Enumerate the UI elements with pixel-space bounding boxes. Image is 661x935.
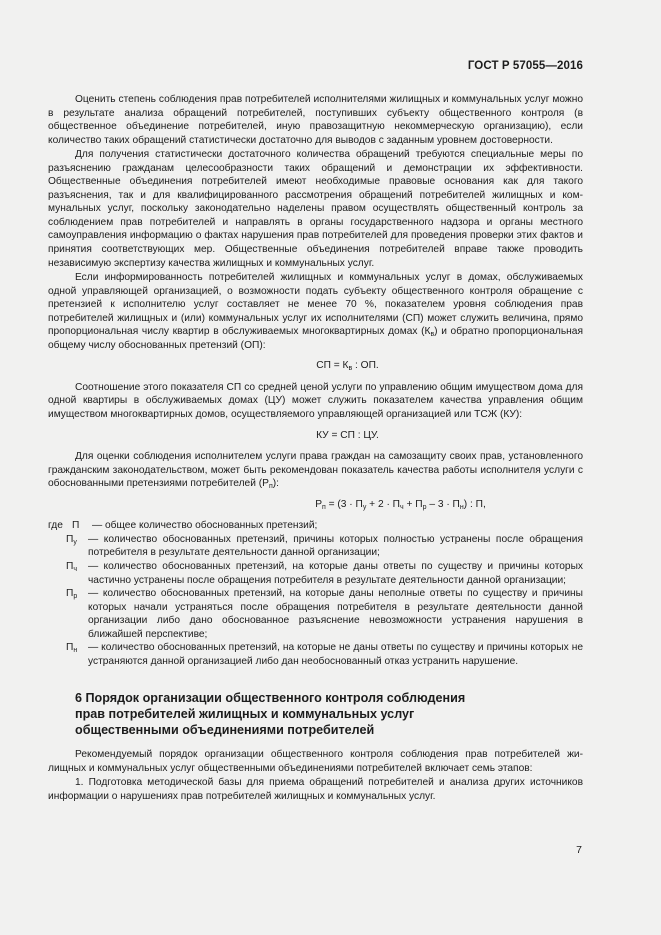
subscript: в: [348, 365, 353, 373]
document-body: [48, 93, 583, 804]
subscript: н: [459, 503, 464, 511]
page-number: 7: [576, 844, 582, 856]
formula-text: + 2 · П: [366, 498, 400, 510]
formula-text: : ОП.: [352, 360, 379, 372]
paragraph-text: ) и обратно пропорциональная общему числу обоснованных претензий (ОП):: [48, 326, 583, 351]
subscript: р: [73, 593, 78, 601]
paragraph-text: Если информированность потребителей жилищных и коммунальных услуг в домах, обслуживаемых одной управляющей организацией, о возможности подать субъекту общественного контроля обращение с претензией к исполнителю услуг составляет не менее 70 %, показателем уровня соблюдения прав потребителей жилищных и (или) коммунальных услуг их исполнителями (СП) может служить величина, прямо пропорциональная числу квартир в обслуживаемых многоквартирных домах (К: [48, 272, 583, 338]
formula-sp: [48, 359, 583, 373]
formula-text: = (3 · П: [325, 498, 363, 510]
section-heading-line: прав потребителей жилищных и коммунальных услуг: [75, 707, 415, 722]
symbol-text: П: [66, 560, 74, 572]
section-heading-line: общественными объединениями потребителей: [75, 723, 375, 738]
paragraph-text: ):: [272, 478, 279, 490]
definitions-list: [48, 519, 583, 668]
document-code: ГОСТ Р 57055—2016: [467, 60, 583, 72]
paragraph: [48, 450, 583, 491]
section-heading-line: 6 Порядок организации общественного контроля соблюдения: [75, 691, 466, 706]
definition-text: — количество обоснованных претензий, причины которых полностью устранены после обращения потребителя в результате деятельности данной организации;: [88, 533, 583, 559]
subscript: н: [73, 647, 78, 655]
formula-text: Р: [315, 498, 322, 510]
definition-item: [48, 519, 583, 533]
formula-ku: КУ = СП : ЦУ.: [316, 429, 379, 441]
definition-text: — общее количество обоснованных претензий;: [92, 520, 318, 532]
section-heading: [75, 690, 583, 738]
symbol-text: П: [66, 642, 74, 654]
paragraph: Для получения статистически достаточного количества обращений требуются специальные меры по разъяснению гражданам целесообразности таких обращений и демонстрации их эффективности. Общественные объединения потребителей имеют необходимые правовые основания как для такого разъяснения, так и для квалифицированного рассмотрения обращений потребителей жилищных и коммунальных услуг, поскольку законодательно наделены правом осуществлять общественный контроль за соблюдением прав потребителей и направлять в органы государственного надзора и органы местного самоуправления информацию о фактах нарушения прав потребителей для проведения проверки этих фактов и принятия соответствующих мер. Общественные объединения потребителей вправе также проводить независимую экспертизу качества жилищных и коммунальных услуг.: [48, 149, 583, 269]
paragraph: 1. Подготовка методической базы для приема обращений потребителей и анализа других источников информации о нарушениях прав потребителей жилищных и коммунальных услуг.: [48, 777, 583, 802]
paragraph: Оценить степень соблюдения прав потребителей исполнителями жилищных и коммунальных услуг можно в результате анализа обращений потребителей, поступивших субъекту общественного контроля (в общественное объединение потребителей, иную правозащитную некоммерческую организацию), если количество таких обращений статистически достаточно для выводов с заданным уровнем достоверности.: [48, 94, 583, 146]
subscript: ч: [400, 503, 404, 511]
definition-text: — количество обоснованных претензий, на которые не даны ответы по существу и причины которых не устраняются данной организацией либо дан необоснованный отказ устранить нарушение.: [88, 642, 583, 667]
definition-text: — количество обоснованных претензий, на которые даны ответы по существу и причины которых частично устранены после обращения потребителя в результате деятельности данной организации;: [88, 560, 583, 586]
definition-symbol: [68, 519, 92, 533]
subscript: п: [322, 503, 326, 511]
subscript: у: [73, 538, 77, 546]
symbol-text: П: [72, 520, 80, 532]
definition-item: [48, 533, 583, 560]
subscript: ч: [73, 565, 77, 573]
subscript: в: [430, 331, 435, 339]
definition-symbol: [48, 560, 88, 587]
formula-rp: [48, 498, 583, 512]
subscript: у: [362, 503, 367, 511]
paragraph: Соотношение этого показателя СП со средней ценой услуги по управлению общим имуществом дома для одной квартиры в обслуживаемых домах (ЦУ) может служить показателем качества управления общим имуществом многоквартирных домов, осуществляемого управляющей организацией или ТСЖ (КУ):: [48, 381, 583, 421]
definition-text: — количество обоснованных претензий, на которые даны неполные ответы по существу и причины которых начали устраняться после обращения потребителя в результате деятельности данной организации либо дано обоснованное разъяснение невозможности устранения нарушения в ближайшей перспективе;: [88, 588, 583, 640]
formula-text: – 3 · П: [426, 498, 460, 510]
definition-item: [48, 560, 583, 587]
formula-text: ) : П,: [463, 498, 486, 510]
subscript: п: [268, 483, 273, 491]
subscript: р: [422, 503, 427, 511]
where-label: где: [48, 520, 63, 532]
definition-symbol: [48, 587, 88, 641]
definition-item: [48, 587, 583, 641]
formula-text: СП = К: [316, 360, 349, 372]
paragraph: [48, 271, 583, 352]
formula-text: + П: [403, 498, 423, 510]
symbol-text: П: [66, 588, 74, 600]
definition-symbol: [48, 533, 88, 560]
paragraph-text: Для оценки соблюдения исполнителем услуги права граждан на самозащиту своих прав, установленного гражданским законодательством, может быть рекомендован показатель качества работы исполнителя услуги с обоснованными претензиями потребителей (Р: [48, 451, 583, 490]
paragraph: Рекомендуемый порядок организации общественного контроля соблюдения прав потребителей жилищных и коммунальных услуг общественными объединениями потребителей включает семь этапов:: [48, 749, 583, 774]
symbol-text: П: [66, 533, 74, 545]
definition-item: [48, 641, 583, 668]
definition-symbol: [48, 641, 88, 668]
